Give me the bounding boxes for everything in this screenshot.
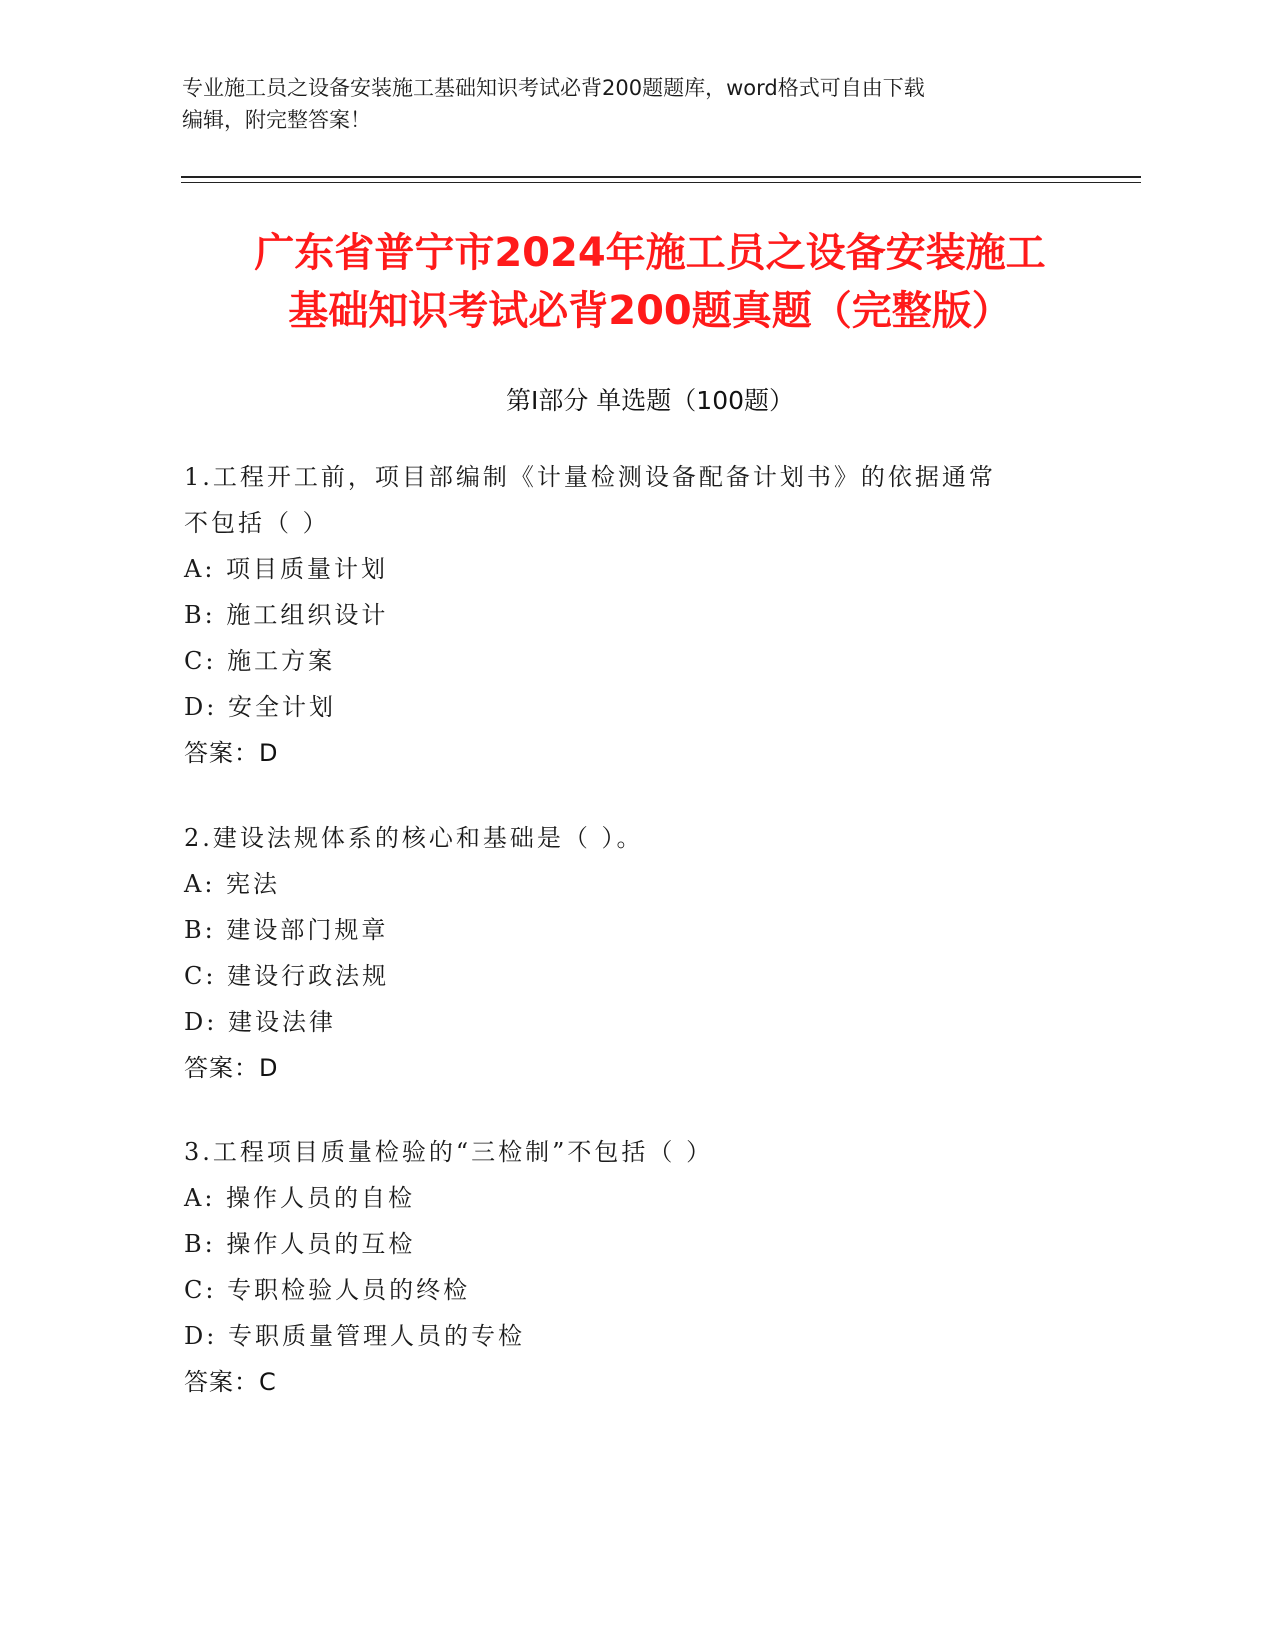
header-note <box>182 72 1082 136</box>
question-2-option-d: D: 建设法律 <box>184 1008 336 1036</box>
question-1-stem-line-1: 1.工程开工前，项目部编制《计量检测设备配备计划书》的依据通常 <box>184 463 996 491</box>
document-title-line-1: 广东省普宁市2024年施工员之设备安装施工 <box>254 230 1046 276</box>
question-3-option-a: A: 操作人员的自检 <box>184 1184 416 1212</box>
question-2-option-a: A: 宪法 <box>184 870 281 898</box>
question-1-option-b: B: 施工组织设计 <box>184 601 389 629</box>
question-3-stem-line-1: 3.工程项目质量检验的“三检制”不包括（ ） <box>184 1138 714 1166</box>
question-2-option-c: C: 建设行政法规 <box>184 962 390 990</box>
question-3 <box>184 1129 1084 1405</box>
question-3-option-d: D: 专职质量管理人员的专检 <box>184 1322 525 1350</box>
document-title-line-2: 基础知识考试必背200题真题（完整版） <box>288 288 1012 334</box>
question-2-answer: 答案：D <box>184 1054 279 1082</box>
document-title <box>150 224 1150 340</box>
question-1-option-d: D: 安全计划 <box>184 693 336 721</box>
question-3-option-c: C: 专职检验人员的终检 <box>184 1276 471 1304</box>
header-note-line-1: 专业施工员之设备安装施工基础知识考试必背200题题库，word格式可自由下载 <box>182 76 925 100</box>
header-divider-thick <box>181 176 1141 178</box>
question-1-option-a: A: 项目质量计划 <box>184 555 389 583</box>
question-1-option-c: C: 施工方案 <box>184 647 336 675</box>
question-1-stem-line-2: 不包括（ ） <box>184 509 330 537</box>
question-2 <box>184 815 1084 1091</box>
question-2-stem-line-1: 2.建设法规体系的核心和基础是（ ）。 <box>184 824 644 852</box>
question-3-option-b: B: 操作人员的互检 <box>184 1230 416 1258</box>
question-1-answer: 答案：D <box>184 739 279 767</box>
question-1 <box>184 454 1084 776</box>
header-divider-thin <box>181 182 1141 183</box>
header-note-line-2: 编辑，附完整答案！ <box>182 108 371 132</box>
section-heading: 第Ⅰ部分 单选题（100题） <box>505 386 795 415</box>
question-2-option-b: B: 建设部门规章 <box>184 916 389 944</box>
question-3-answer: 答案：C <box>184 1368 277 1396</box>
